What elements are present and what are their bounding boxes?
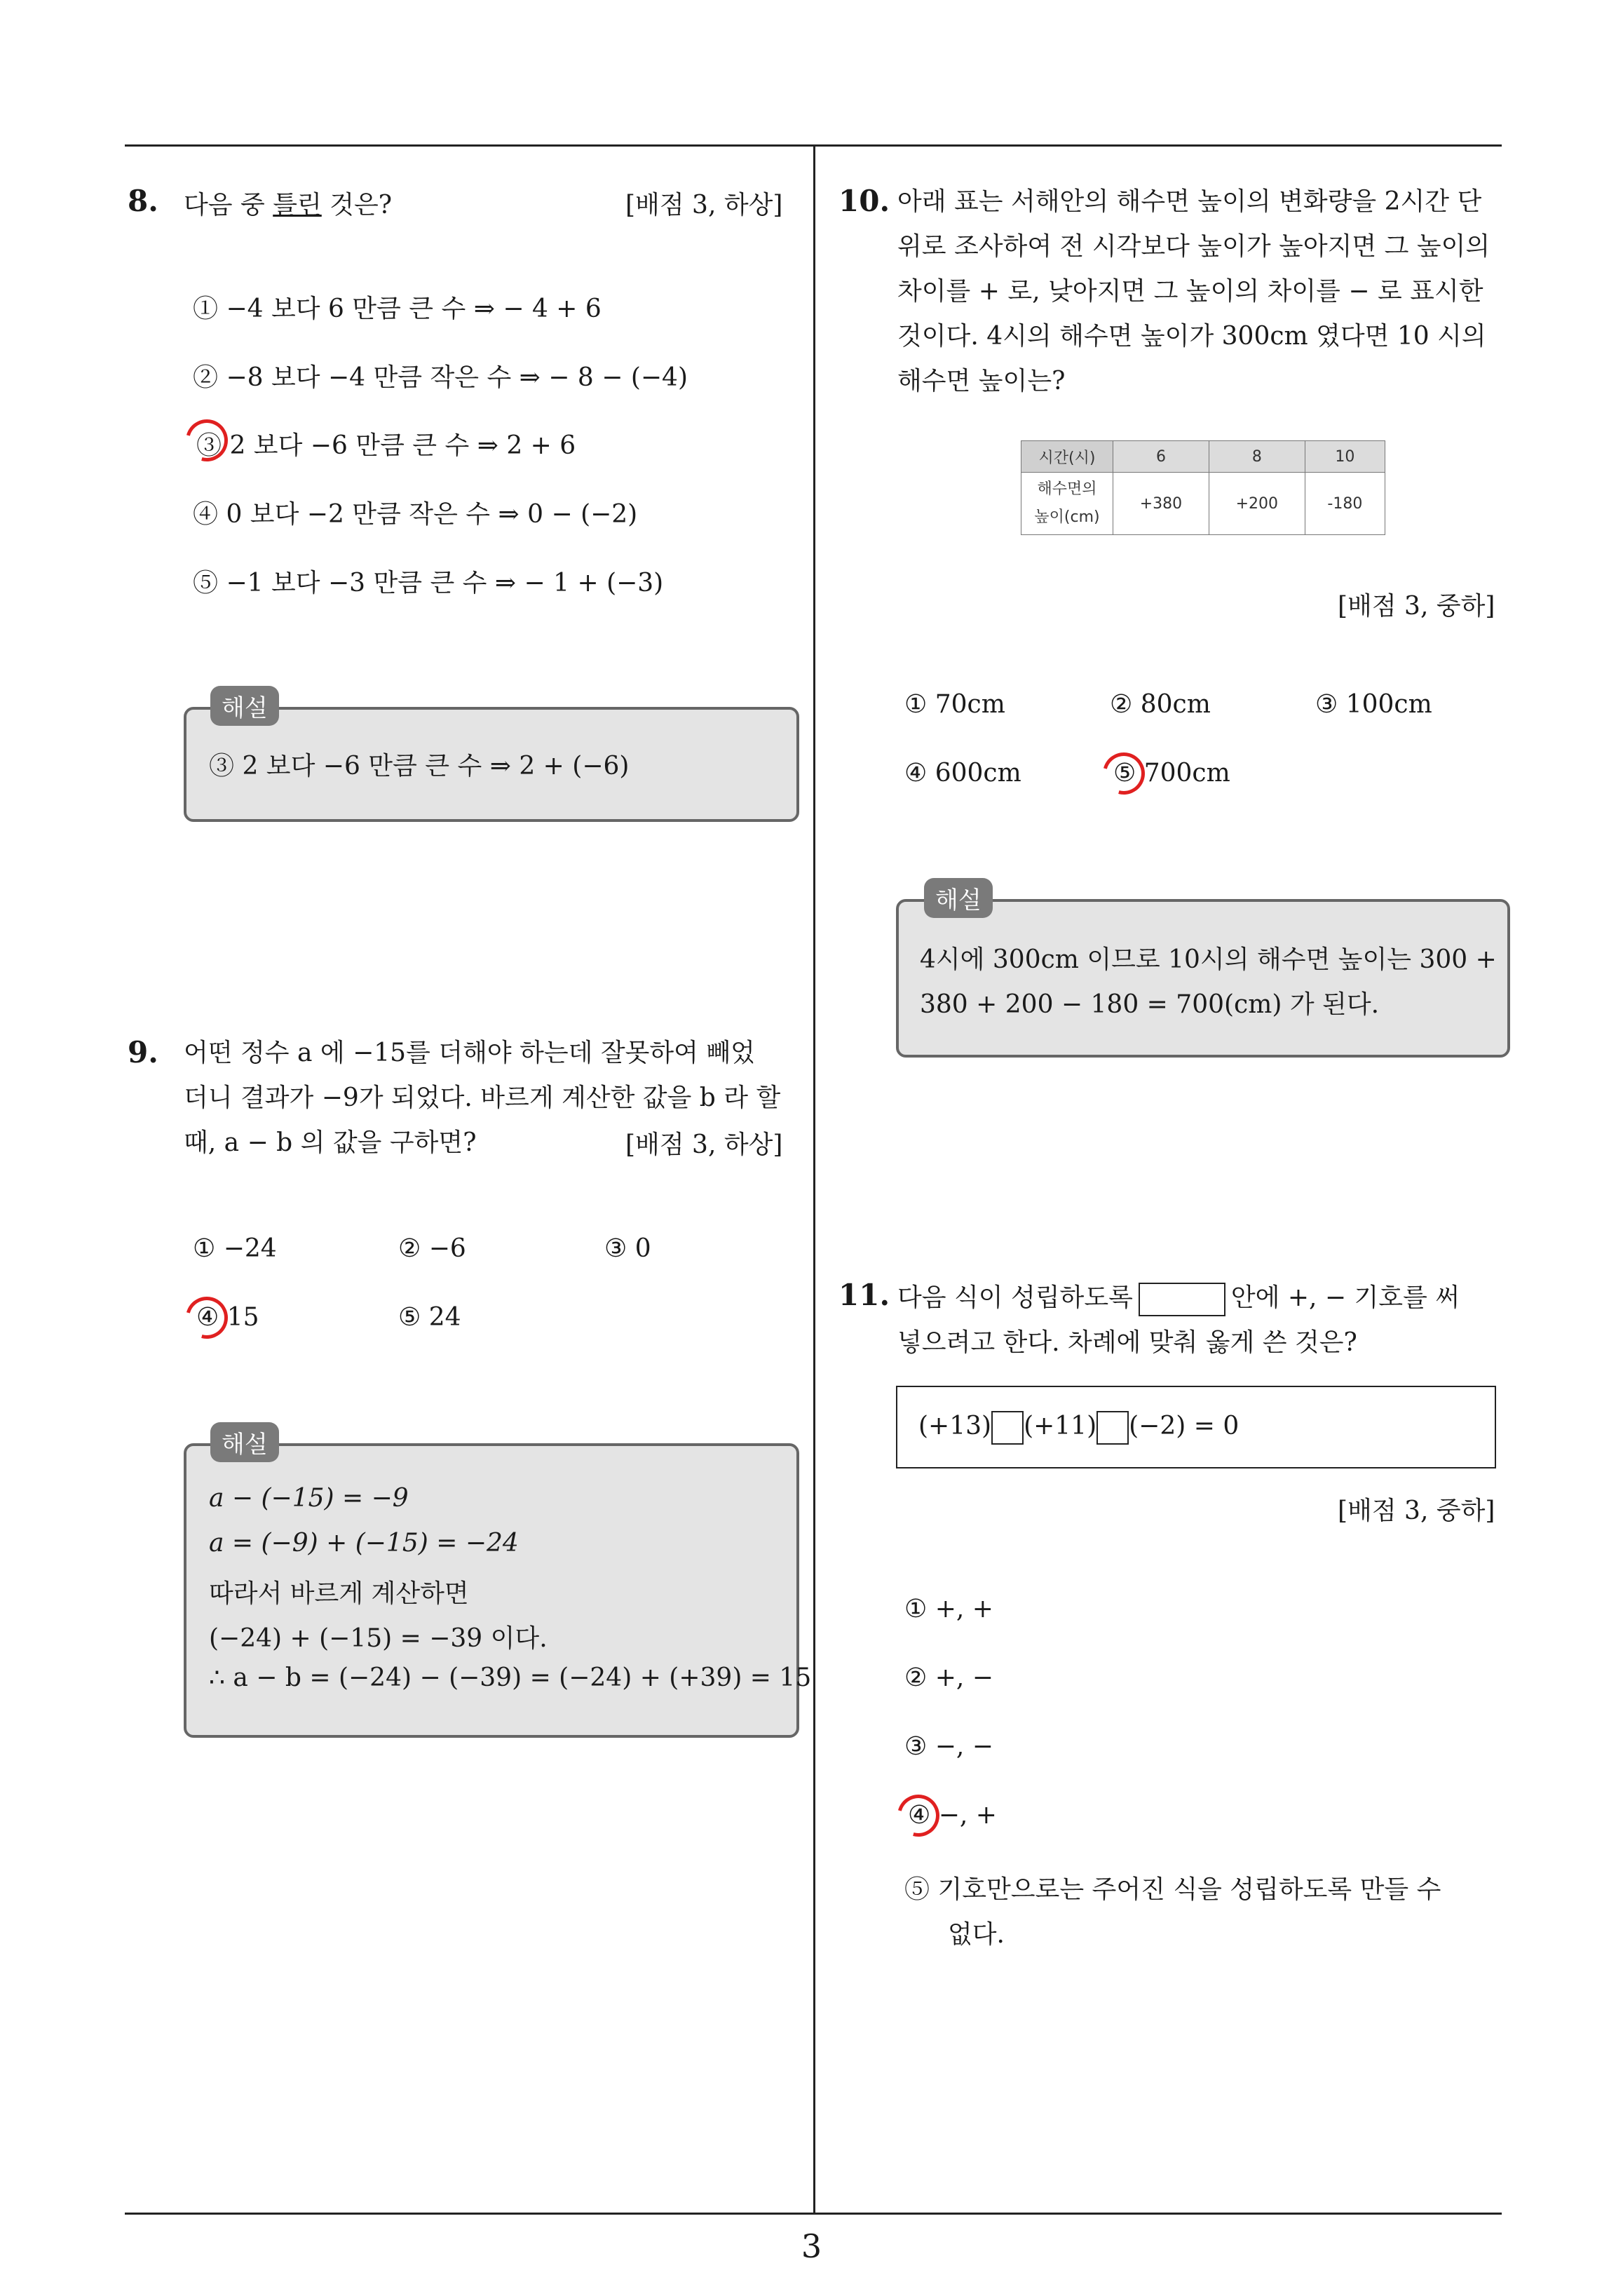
choice-5[interactable]: ⑤ −1 보다 −3 만큼 큰 수 ⇒ − 1 + (−3) bbox=[193, 569, 664, 597]
blank-box bbox=[991, 1411, 1024, 1445]
table-header-cell: 6 bbox=[1113, 441, 1209, 473]
table-row bbox=[1021, 473, 1385, 535]
choice-5[interactable]: ⑤ 기호만으로는 주어진 식을 성립하도록 만들 수 bbox=[904, 1875, 1441, 1904]
score-label: [배점 3, 중하] bbox=[1338, 592, 1495, 621]
choice-1[interactable]: ① −4 보다 6 만큼 큰 수 ⇒ − 4 + 6 bbox=[193, 295, 602, 323]
choice-4[interactable]: ④ 600cm bbox=[904, 759, 1021, 788]
stem-post: 안에 +, − 기호를 써 bbox=[1230, 1283, 1460, 1312]
explanation-line: 4시에 300cm 이므로 10시의 해수면 높이는 300 + bbox=[920, 945, 1497, 974]
score-label: [배점 3, 하상] bbox=[625, 191, 783, 220]
row-label-line: 높이(cm) bbox=[1034, 508, 1100, 526]
stem-line: 해수면 높이는? bbox=[897, 367, 1066, 396]
explanation-line: ③ 2 보다 −6 만큼 큰 수 ⇒ 2 + (−6) bbox=[209, 752, 630, 781]
choice-5[interactable]: ⑤ 24 bbox=[398, 1303, 461, 1332]
table-cell: +200 bbox=[1209, 473, 1305, 535]
stem-line: 위로 조사하여 전 시각보다 높이가 높아지면 그 높이의 bbox=[897, 232, 1490, 261]
tide-table bbox=[1021, 440, 1385, 535]
choice-2[interactable]: ② −8 보다 −4 만큼 작은 수 ⇒ − 8 − (−4) bbox=[193, 363, 688, 392]
bottom-rule bbox=[125, 2213, 1502, 2215]
question-number: 8. bbox=[128, 184, 158, 218]
page-number: 3 bbox=[801, 2227, 822, 2265]
stem-line: 차이를 + 로, 낮아지면 그 높이의 차이를 − 로 표시한 bbox=[897, 277, 1483, 306]
equation-part: (+13) bbox=[918, 1412, 992, 1440]
table-header-cell: 8 bbox=[1209, 441, 1305, 473]
question-number: 10. bbox=[838, 184, 890, 218]
equation bbox=[918, 1411, 1239, 1445]
choice-4[interactable]: ④ 15 bbox=[196, 1303, 259, 1332]
question-stem bbox=[897, 1278, 1460, 1316]
explanation-line: a − (−15) = −9 bbox=[209, 1484, 409, 1513]
score-label: [배점 3, 하상] bbox=[625, 1130, 783, 1159]
explanation-line: 380 + 200 − 180 = 700(cm) 가 된다. bbox=[920, 990, 1380, 1019]
question-number: 9. bbox=[128, 1035, 158, 1069]
choice-2[interactable]: ② +, − bbox=[904, 1663, 993, 1692]
table-row-label bbox=[1021, 473, 1113, 535]
score-label: [배점 3, 중하] bbox=[1338, 1497, 1495, 1525]
choice-5-continued: 없다. bbox=[948, 1920, 1005, 1949]
choice-1[interactable]: ① 70cm bbox=[904, 690, 1005, 719]
table-cell: +380 bbox=[1113, 473, 1209, 535]
explanation-tab: 해설 bbox=[924, 878, 993, 918]
stem-post: 것은? bbox=[321, 191, 393, 220]
explanation-line: (−24) + (−15) = −39 이다. bbox=[209, 1624, 548, 1653]
choice-5[interactable]: ⑤ 700cm bbox=[1113, 759, 1230, 788]
explanation-line: ∴ a − b = (−24) − (−39) = (−24) + (+39) = 15 bbox=[209, 1663, 812, 1692]
stem-underlined: 틀린 bbox=[273, 191, 322, 220]
choice-3[interactable]: ③ 100cm bbox=[1315, 690, 1432, 719]
table-header-cell: 10 bbox=[1305, 441, 1385, 473]
stem-line: 아래 표는 서해안의 해수면 높이의 변화량을 2시간 단 bbox=[897, 187, 1482, 216]
stem-pre: 다음 식이 성립하도록 bbox=[897, 1283, 1133, 1312]
blank-box bbox=[1096, 1411, 1129, 1445]
choice-4[interactable]: ④ 0 보다 −2 만큼 작은 수 ⇒ 0 − (−2) bbox=[193, 500, 638, 529]
equation-part: (+11) bbox=[1024, 1412, 1097, 1440]
stem-line: 어떤 정수 a 에 −15를 더해야 하는데 잘못하여 빼었 bbox=[184, 1039, 755, 1067]
row-label-line: 해수면의 bbox=[1037, 480, 1097, 498]
question-number: 11. bbox=[838, 1278, 890, 1312]
table-header-label: 시간(시) bbox=[1021, 441, 1113, 473]
explanation-line: 따라서 바르게 계산하면 bbox=[209, 1579, 469, 1608]
stem-line: 것이다. 4시의 해수면 높이가 300cm 였다면 10 시의 bbox=[897, 322, 1486, 351]
table-cell: -180 bbox=[1305, 473, 1385, 535]
stem-line: 넣으려고 한다. 차례에 맞춰 옳게 쓴 것은? bbox=[897, 1328, 1357, 1357]
choice-3[interactable]: ③ −, − bbox=[904, 1732, 993, 1761]
explanation-box bbox=[896, 899, 1510, 1058]
table-header-row bbox=[1021, 441, 1385, 473]
stem-pre: 다음 중 bbox=[184, 191, 273, 220]
equation-part: (−2) = 0 bbox=[1129, 1412, 1240, 1440]
choice-1[interactable]: ① +, + bbox=[904, 1595, 993, 1623]
explanation-tab: 해설 bbox=[210, 686, 279, 726]
choice-4[interactable]: ④ −, + bbox=[908, 1801, 997, 1830]
explanation-tab: 해설 bbox=[210, 1422, 279, 1462]
choice-2[interactable]: ② 80cm bbox=[1110, 690, 1211, 719]
choice-2[interactable]: ② −6 bbox=[398, 1234, 466, 1263]
blank-box bbox=[1139, 1283, 1225, 1316]
choice-1[interactable]: ① −24 bbox=[193, 1234, 277, 1263]
question-stem bbox=[897, 180, 1490, 404]
explanation-line: a = (−9) + (−15) = −24 bbox=[209, 1529, 519, 1558]
choice-3[interactable]: ③ 0 bbox=[604, 1234, 651, 1263]
question-stem bbox=[184, 185, 392, 221]
stem-line: 더니 결과가 −9가 되었다. 바르게 계산한 값을 b 라 할 bbox=[184, 1083, 781, 1112]
choice-3[interactable]: ③ 2 보다 −6 만큼 큰 수 ⇒ 2 + 6 bbox=[196, 431, 576, 460]
stem-line: 때, a − b 의 값을 구하면? bbox=[184, 1128, 477, 1157]
column-divider bbox=[813, 146, 815, 2213]
